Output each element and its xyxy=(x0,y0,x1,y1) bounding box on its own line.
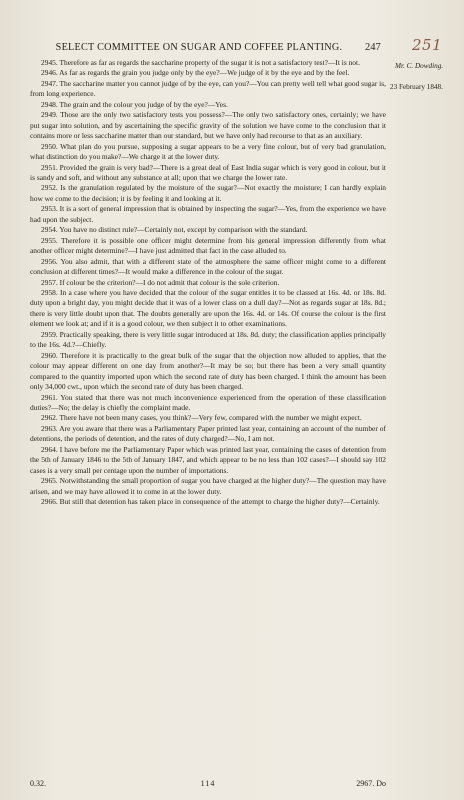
sidenote-date: 23 February 1848. xyxy=(390,83,443,91)
paragraph-2957: 2957. If colour be the criterion?—I do not admit that colour is the sole criterion. xyxy=(41,277,280,287)
footer-folio: 114 xyxy=(200,779,216,788)
paragraph-2948: 2948. The grain and the colour you judge of by the eye?—Yes. xyxy=(41,99,228,109)
paragraph-2962: 2962. There have not been many cases, you think?—Very few, compared with the number we might expect. xyxy=(41,413,362,423)
page-number: 247 xyxy=(365,42,381,53)
paragraph-2945: 2945. Therefore as far as regards the saccharine property of the sugar it is not a satisfactory test?—It is not. xyxy=(41,58,360,67)
paragraph-2951: 2951. Provided the grain is very bad?—There is a great deal of East India sugar which is very good in colour, but it is sandy and soft, and without any substance at all; upon that we charge the lower rate. xyxy=(30,162,386,182)
paragraph-2954: 2954. You have no distinct rule?—Certainly not, except by comparison with the standard. xyxy=(41,225,308,235)
paragraph-2961: 2961. You stated that there was not much inconvenience experienced from the operation of these classification duties?—No; the delay is chiefly the complaint made. xyxy=(30,392,386,412)
paragraph-2946: 2946. As far as regards the grain you judge only by the eye?—We judge of it by the eye and by the feel. xyxy=(41,68,350,78)
paragraph-2950: 2950. What plan do you pursue, supposing a sugar appears to be a very fine colour, but of very bad granulation, what distinction do you make?—We charge it at the lower duty. xyxy=(30,141,386,162)
paragraph-2947: 2947. The saccharine matter you cannot judge of by the eye, can you?—You can pretty well tell what good sugar is, from long experience. xyxy=(30,78,386,99)
sidenote-witness: Mr. C. Dowding. xyxy=(395,62,444,70)
paragraph-2960: 2960. Therefore it is practically to the great bulk of the sugar that the objection now alluded to applies, that the colour may appear different on one day from another?—It may be so; but there has been a very small quantity compared to the quantity imported upon which the second rate of duty has been charged. I think the amount has been only 34,000 cwt., upon which the second rate of duty has been charged. xyxy=(30,350,386,392)
paragraph-2953: 2953. It is a sort of general impression that is obtained by inspecting the sugar?—Yes, from the experience we have had upon the subject. xyxy=(30,204,386,224)
paragraph-2965: 2965. Notwithstanding the small proportion of sugar you have charged at the higher duty?—The question may have arisen, and we may have allowed it to come in at the lower duty. xyxy=(30,476,386,496)
paragraph-2958: 2958. In a case where you have decided that the colour of the sugar entitles it to be classed at 16s. 4d. or 18s. 8d. duty upon a bright day, you might decide that it was of a lower class on a dull day?—Not as regards sugar at 18s. 8d.; there is very little doubt upon that. The doubts generally are upon the 16s. 4d. or 14s. Of course the colour is the first element we look at; and if it is a good colour, we then subject it to other examinations. xyxy=(30,287,386,329)
paragraph-2964: 2964. I have before me the Parliamentary Paper which was printed last year, containing the cases of detention from the 5th of January 1846 to the 5th of January 1847, and which appear to be no less than 102 cases?—I should say 102 cases is a very small per centage upon the number of importations. xyxy=(30,444,386,475)
running-head-title: SELECT COMMITTEE ON SUGAR AND COFFEE PLANTING. xyxy=(55,42,343,53)
paragraph-2956: 2956. You also admit, that with a different state of the atmosphere the same officer might come to a different conclusion at different times?—It would make a difference in the colour of the sugar. xyxy=(30,256,386,277)
paragraph-2949: 2949. Those are the only two satisfactory tests you possess?—The only two satisfactory ones, certainly; we have put sugar into solution, and by ascertaining the specific gravity of the solution we have come to the conclusion that it contains more or less saccharine matter than our standard, but we have only had recourse to that as an auxiliary. xyxy=(30,110,386,141)
paragraph-2959: 2959. Practically speaking, there is very little sugar introduced at 18s. 8d. duty; the classification applies principally to the 16s. 4d.?—Chiefly. xyxy=(30,329,386,350)
footer-signature-mark: 0.32. xyxy=(30,779,46,788)
footer-catchword: 2967. Do xyxy=(356,779,386,788)
paragraph-2966: 2966. But still that detention has taken place in consequence of the attempt to charge the higher duty?—Certainly. xyxy=(41,497,380,507)
testimony-body xyxy=(30,58,386,507)
paragraph-2955: 2955. Therefore it is possible one officer might determine from his general impression differently from what another officer might determine?—I have just admitted that fact in the case alluded to. xyxy=(30,235,386,256)
handwritten-folio-number: 251 xyxy=(412,36,443,54)
paragraph-2963: 2963. Are you aware that there was a Parliamentary Paper printed last year, containing an account of the number of detentions, the periods of detention, and the rates of duty charged?—No, I am not. xyxy=(30,423,386,444)
paragraph-2952: 2952. Is the granulation regulated by the moisture of the sugar?—Not exactly the moisture; I can hardly explain how we come to the decision; it is by feeling it and looking at it. xyxy=(30,183,386,203)
